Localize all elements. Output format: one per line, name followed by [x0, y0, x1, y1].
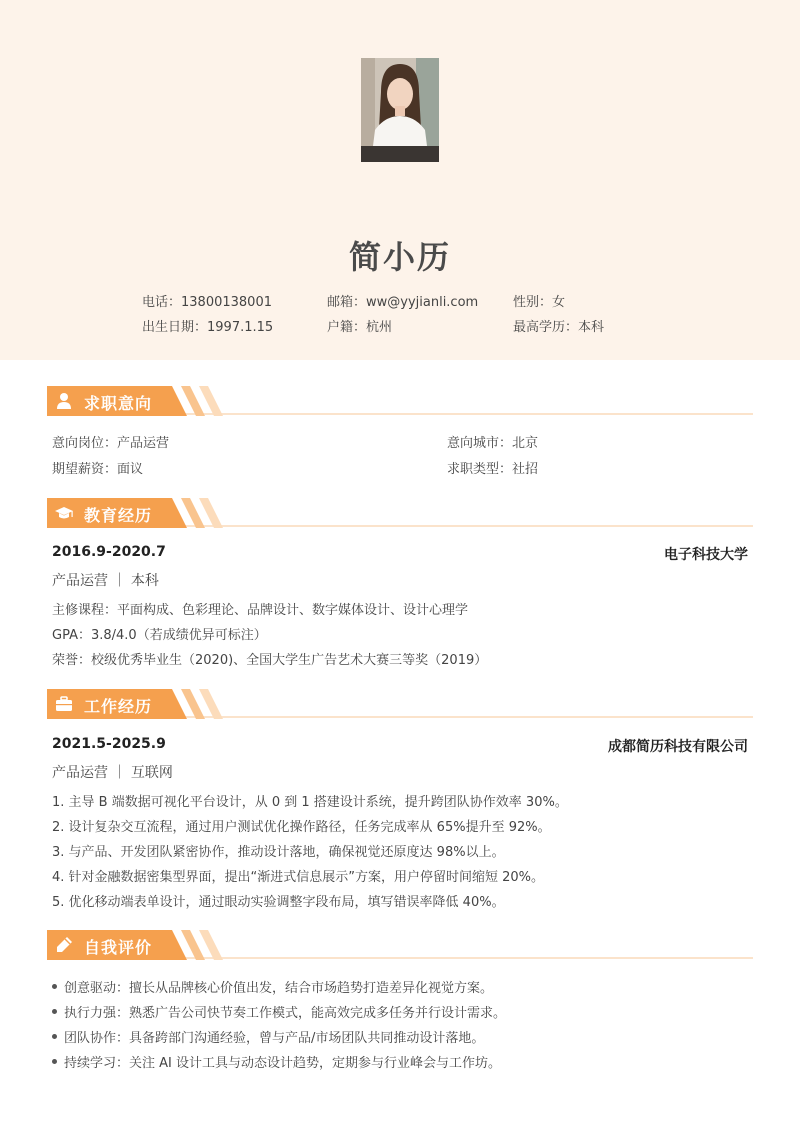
self-item: 执行力强：熟悉广告公司快节奏工作模式，能高效完成多任务并行设计需求。	[64, 1006, 507, 1021]
work-date: 2021.5-2025.9	[52, 736, 166, 752]
section-title-education: 教育经历	[84, 506, 153, 525]
work-role: 产品运营 ｜ 互联网	[52, 765, 173, 781]
education-school: 电子科技大学	[664, 547, 748, 563]
self-item: 团队协作：具备跨部门沟通经验，曾与产品/市场团队共同推动设计落地。	[64, 1031, 485, 1046]
work-item: 3. 与产品、开发团队紧密协作，推动设计落地，确保视觉还原度达 98%以上。	[52, 845, 505, 860]
section-header-work	[47, 689, 753, 721]
work-item: 4. 针对金融数据密集型界面，提出“渐进式信息展示”方案，用户停留时间缩短 20%。	[52, 870, 545, 885]
hometown-info: 户籍：杭州	[327, 320, 393, 335]
education-date: 2016.9-2020.7	[52, 544, 166, 560]
education-gpa: GPA：3.8/4.0（若成绩优异可标注）	[52, 628, 267, 643]
briefcase-icon	[54, 694, 74, 714]
work-item: 2. 设计复杂交互流程，通过用户测试优化操作路径，任务完成率从 65%提升至 92%。	[52, 820, 551, 835]
profile-photo	[361, 58, 439, 162]
degree-info: 最高学历：本科	[513, 320, 605, 335]
section-title-work: 工作经历	[84, 697, 153, 716]
intent-city: 意向城市：北京	[447, 436, 539, 451]
section-header-self	[47, 930, 753, 962]
intent-position: 意向岗位：产品运营	[52, 436, 170, 451]
work-item: 1. 主导 B 端数据可视化平台设计，从 0 到 1 搭建设计系统，提升跨团队协作效率 30%。	[52, 795, 568, 810]
work-item: 5. 优化移动端表单设计，通过眼动实验调整字段布局，填写错误率降低 40%。	[52, 895, 505, 910]
section-title-intent: 求职意向	[84, 394, 153, 413]
birth-info: 出生日期：1997.1.15	[142, 320, 274, 335]
graduation-cap-icon	[54, 503, 74, 523]
self-item: 创意驱动：擅长从品牌核心价值出发，结合市场趋势打造差异化视觉方案。	[64, 981, 494, 996]
bullet-dot	[52, 1009, 57, 1014]
education-courses: 主修课程：平面构成、色彩理论、品牌设计、数字媒体设计、设计心理学	[52, 603, 469, 618]
pen-icon	[54, 935, 74, 955]
email-info: 邮箱：ww@yyjianli.com	[327, 295, 479, 310]
phone-info: 电话：13800138001	[142, 295, 272, 310]
bullet-dot	[52, 1034, 57, 1039]
section-header-education	[47, 498, 753, 530]
section-header-intent	[47, 386, 753, 418]
gender-info: 性别：女	[513, 295, 566, 310]
education-honors: 荣誉：校级优秀毕业生（2020)、全国大学生广告艺术大赛三等奖（2019）	[52, 653, 488, 668]
self-item: 持续学习：关注 AI 设计工具与动态设计趋势，定期参与行业峰会与工作坊。	[64, 1056, 501, 1071]
bullet-dot	[52, 984, 57, 989]
work-company: 成都简历科技有限公司	[608, 739, 748, 755]
section-title-self: 自我评价	[84, 938, 153, 957]
intent-salary: 期望薪资：面议	[52, 462, 144, 477]
intent-type: 求职类型：社招	[447, 462, 539, 477]
user-icon	[54, 391, 74, 411]
bullet-dot	[52, 1059, 57, 1064]
candidate-name: 简小历	[348, 238, 451, 276]
education-major: 产品运营 ｜ 本科	[52, 573, 159, 589]
